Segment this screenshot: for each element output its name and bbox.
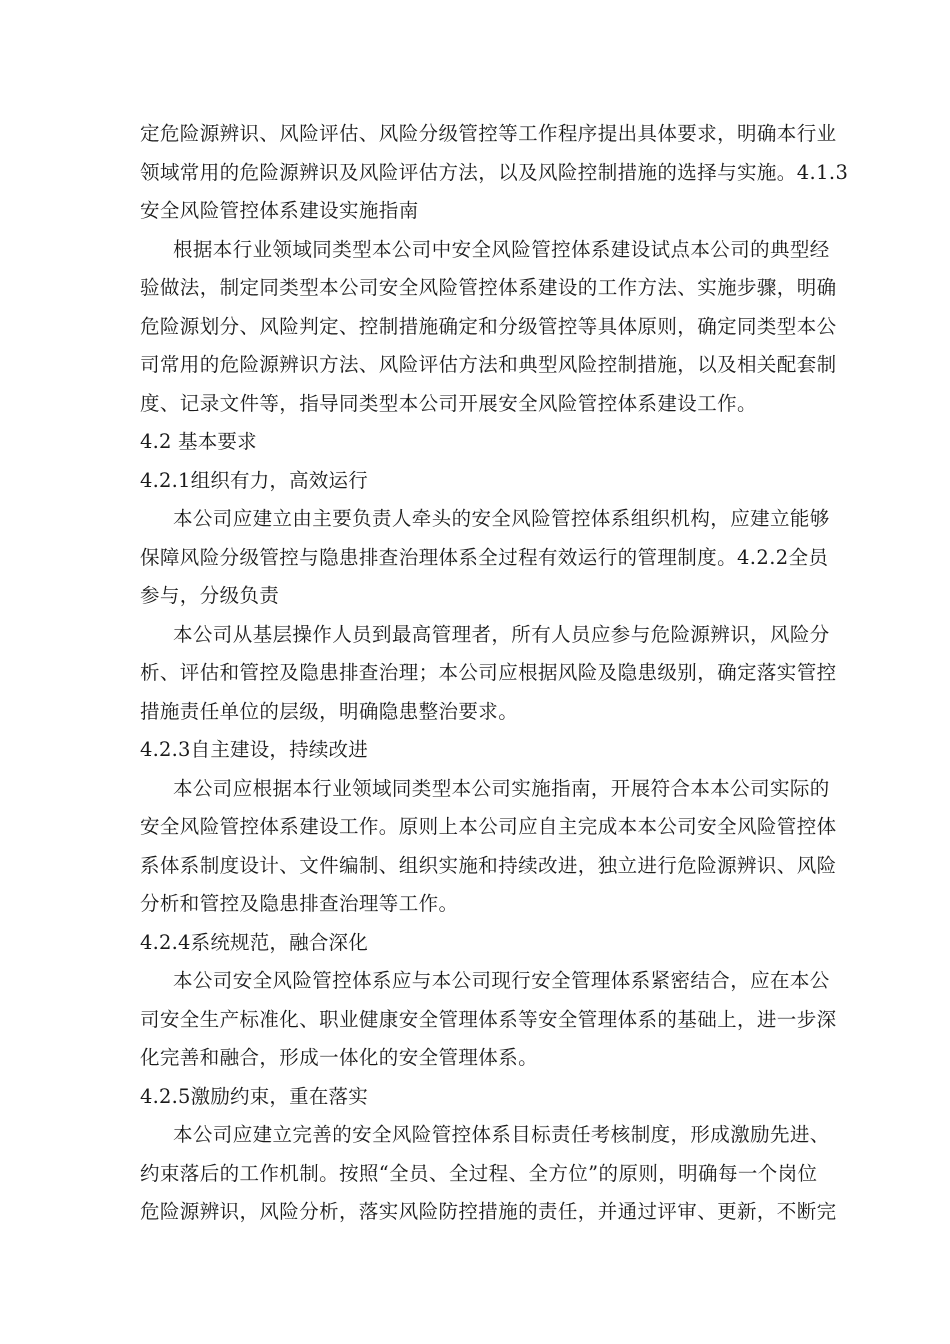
paragraph-line: 司常用的危险源辨识方法、风险评估方法和典型风险控制措施，以及相关配套制 [140, 353, 837, 376]
paragraph-line: 危险源辨识，风险分析，落实风险防控措施的责任，并通过评审、更新，不断完 [140, 1200, 837, 1223]
paragraph-line: 析、评估和管控及隐患排查治理；本公司应根据风险及隐患级别，确定落实管控 [140, 661, 837, 684]
paragraph-line: 本公司应建立完善的安全风险管控体系目标责任考核制度，形成激励先进、 [173, 1123, 830, 1146]
paragraph-line: 参与，分级负责 [140, 584, 280, 607]
paragraph-line: 司安全生产标准化、职业健康安全管理体系等安全管理体系的基础上，进一步深 [140, 1008, 837, 1031]
paragraph-line: 领域常用的危险源辨识及风险评估方法，以及风险控制措施的选择与实施。4.1.3 [140, 161, 849, 184]
paragraph-line: 根据本行业领域同类型本公司中安全风险管控体系建设试点本公司的典型经 [173, 238, 830, 261]
paragraph-line: 约束落后的工作机制。按照“全员、全过程、全方位”的原则，明确每一个岗位 [140, 1162, 818, 1185]
paragraph-line: 本公司安全风险管控体系应与本公司现行安全管理体系紧密结合，应在本公 [173, 969, 830, 992]
paragraph-line: 验做法，制定同类型本公司安全风险管控体系建设的工作方法、实施步骤，明确 [140, 276, 837, 299]
paragraph-line: 化完善和融合，形成一体化的安全管理体系。 [140, 1046, 539, 1069]
paragraph-line: 安全风险管控体系建设工作。原则上本公司应自主完成本本公司安全风险管控体 [140, 815, 837, 838]
paragraph-line: 度、记录文件等，指导同类型本公司开展安全风险管控体系建设工作。 [140, 392, 757, 415]
subsection-heading: 4.2.5激励约束，重在落实 [140, 1085, 368, 1108]
subsection-heading: 4.2.4系统规范，融合深化 [140, 931, 368, 954]
paragraph-line: 措施责任单位的层级，明确隐患整治要求。 [140, 700, 519, 723]
paragraph-line: 定危险源辨识、风险评估、风险分级管控等工作程序提出具体要求，明确本行业 [140, 122, 837, 145]
paragraph-line: 系体系制度设计、文件编制、组织实施和持续改进，独立进行危险源辨识、风险 [140, 854, 837, 877]
paragraph-line: 本公司应根据本行业领域同类型本公司实施指南，开展符合本本公司实际的 [173, 777, 830, 800]
paragraph-line: 危险源划分、风险判定、控制措施确定和分级管控等具体原则，确定同类型本公 [140, 315, 837, 338]
paragraph-line: 本公司应建立由主要负责人牵头的安全风险管控体系组织机构，应建立能够 [173, 507, 830, 530]
section-heading: 4.2 基本要求 [140, 430, 257, 453]
paragraph-line: 本公司从基层操作人员到最高管理者，所有人员应参与危险源辨识，风险分 [173, 623, 830, 646]
paragraph-line: 安全风险管控体系建设实施指南 [140, 199, 419, 222]
paragraph-line: 保障风险分级管控与隐患排查治理体系全过程有效运行的管理制度。4.2.2全员 [140, 546, 829, 569]
subsection-heading: 4.2.3自主建设，持续改进 [140, 738, 368, 761]
subsection-heading: 4.2.1组织有力，高效运行 [140, 469, 368, 492]
paragraph-line: 分析和管控及隐患排查治理等工作。 [140, 892, 459, 915]
